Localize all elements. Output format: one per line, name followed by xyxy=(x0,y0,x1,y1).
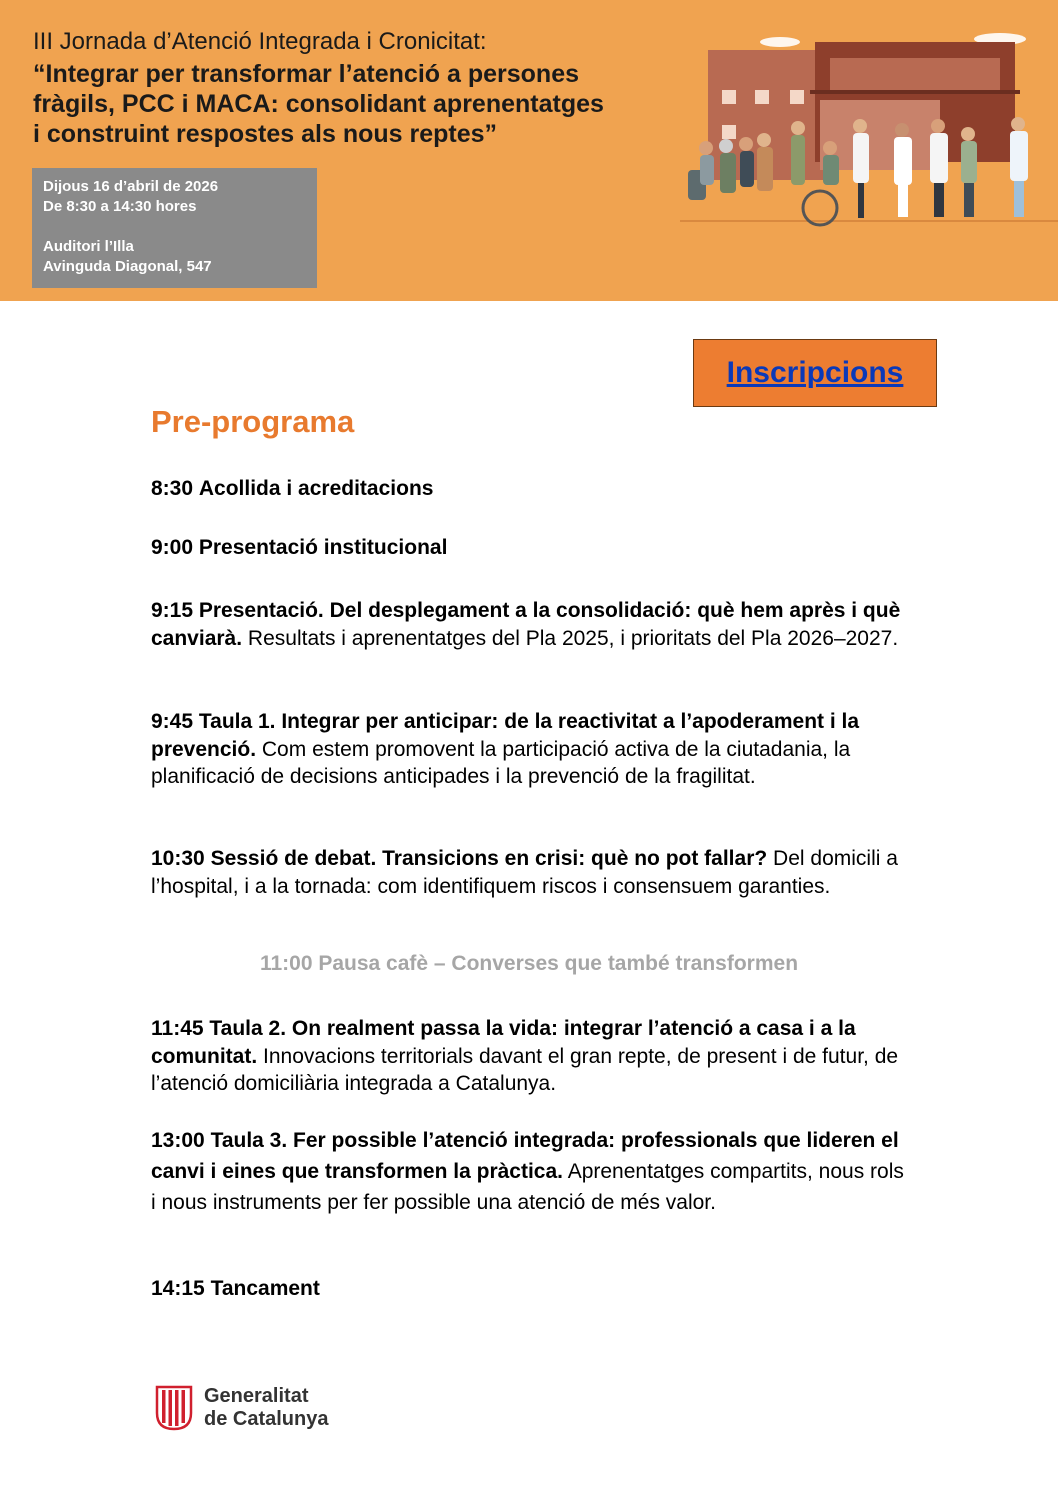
item-time: 9:15 xyxy=(151,599,194,622)
item-heading: Tancament xyxy=(210,1277,320,1300)
event-series-title: III Jornada d’Atenció Integrada i Cronicitat: xyxy=(33,28,487,55)
item-heading: Presentació. Del desplegament a la consolidació: què hem après i què canviarà. xyxy=(151,599,901,650)
item-time: 9:00 xyxy=(151,536,194,559)
logo-text-line1: Generalitat xyxy=(204,1385,309,1407)
item-heading: Taula 3. Fer possible l’atenció integrada: professionals que lideren el canvi i eines que transformen la pràctica. xyxy=(151,1129,899,1183)
event-info-box xyxy=(32,168,317,288)
item-time: 9:45 xyxy=(151,710,194,733)
coffee-break xyxy=(0,952,1058,976)
event-date: Dijous 16 d’abril de 2026 xyxy=(43,178,219,195)
item-heading: Taula 1. Integrar per anticipar: de la reactivitat a l’apoderament i la prevenció. xyxy=(151,710,860,761)
program-item xyxy=(151,597,911,652)
event-address: Avinguda Diagonal, 547 xyxy=(43,258,212,275)
event-time: De 8:30 a 14:30 hores xyxy=(43,198,197,215)
event-venue: Auditori l’Illa xyxy=(43,238,134,255)
generalitat-logo xyxy=(155,1384,328,1432)
program-item xyxy=(151,1125,911,1218)
program-heading: Pre-programa xyxy=(151,404,355,439)
program-item xyxy=(151,708,911,791)
item-heading: Sessió de debat. Transicions en crisi: què no pot fallar? xyxy=(210,847,768,870)
item-heading: Presentació institucional xyxy=(198,536,448,559)
item-heading: Acollida i acreditacions xyxy=(198,477,434,500)
program-item xyxy=(151,845,911,900)
item-description: Aprenentatges compartits, nous rols i nous instruments per fer possible una atenció de més valor. xyxy=(151,1160,904,1214)
item-time: 8:30 xyxy=(151,477,194,500)
item-description: Resultats i aprenentatges del Pla 2025, i prioritats del Pla 2026–2027. xyxy=(247,626,899,650)
event-title-line: fràgils, PCC i MACA: consolidant aprenentatges xyxy=(33,90,604,118)
header-banner xyxy=(0,0,1058,301)
item-description: Del domicili a l’hospital, i a la tornada: com identifiquem riscos i consensuem garanties. xyxy=(151,847,898,898)
event-title xyxy=(33,59,723,149)
program-item xyxy=(151,1015,911,1098)
item-description: Innovacions territorials davant el gran repte, de present i de futur, de l’atenció domiciliària integrada a Catalunya. xyxy=(151,1044,899,1095)
item-time: 11:45 xyxy=(151,1017,204,1040)
program-item xyxy=(151,534,911,562)
program-item xyxy=(151,1275,911,1303)
item-description: Com estem promovent la participació activa de la ciutadania, la planificació de decisions anticipades i la prevenció de la fragilitat. xyxy=(151,737,851,788)
program-item xyxy=(151,475,911,503)
item-time: 13:00 xyxy=(151,1129,205,1152)
registration-button[interactable] xyxy=(693,339,937,407)
item-time: 10:30 xyxy=(151,847,205,870)
item-heading: Taula 2. On realment passa la vida: integrar l’atenció a casa i a la comunitat. xyxy=(151,1017,856,1068)
coffee-break-text: 11:00 Pausa cafè – Converses que també transformen xyxy=(259,952,799,975)
event-title-line: i construint respostes als nous reptes” xyxy=(33,120,498,148)
generalitat-emblem-icon xyxy=(155,1385,193,1431)
healthcare-team-illustration xyxy=(680,30,1058,230)
registration-link[interactable]: Inscripcions xyxy=(726,356,904,389)
item-time: 14:15 xyxy=(151,1277,205,1300)
logo-text-line2: de Catalunya xyxy=(204,1408,329,1430)
event-title-line: “Integrar per transformar l’atenció a persones xyxy=(33,60,580,88)
